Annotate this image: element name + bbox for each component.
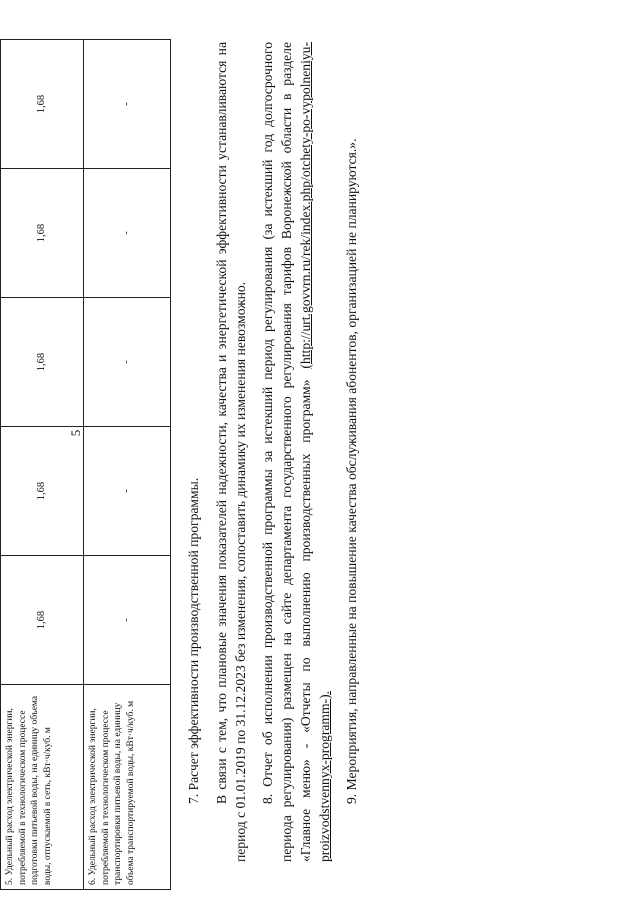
indicators-table bbox=[0, 39, 171, 890]
table-cell: - bbox=[84, 169, 171, 298]
section-7-paragraph: В связи с тем, что плановые значения показателей надежности, качества и энергетической эффективности устанавливаются на период с 01.01.2019 по 31.12.2023 без изменения, сопоставить динамику их изменения невозможно. bbox=[214, 42, 248, 862]
section-7-heading: 7. Расчет эффективности производственной программы. bbox=[186, 477, 201, 804]
table-row bbox=[84, 40, 171, 890]
section-8-paragraph bbox=[258, 42, 334, 862]
table-cell: 1,68 bbox=[1, 169, 84, 298]
table-cell: - bbox=[84, 556, 171, 685]
department-website-link[interactable]: (http://urt.govvrn.ru/rek/index.php/otchety-po-vypolneniyu-proizvodstvennyx-programm-). bbox=[298, 42, 332, 862]
table-cell: 1,68 bbox=[1, 40, 84, 169]
row-label: 6. Удельный расход электрической энергии, потребляемой в технологическом процессе транспортировки питьевой воды, на единицу объема транспортируемой воды, кВт·ч/куб. м bbox=[84, 685, 171, 890]
rotated-page-content bbox=[0, 40, 600, 890]
table-cell: - bbox=[84, 298, 171, 427]
section-9-paragraph: 9. Мероприятия, направленные на повышение качества обслуживания абонентов, организацией не планируются.». bbox=[344, 138, 359, 804]
section-8-text: 8. Отчет об исполнении производственной программы за истекший период регулирования (за истекший год долгосрочного периода регулирования) размещен на сайте департамента государственного регулирования тарифов Воронежской области в разделе «Главное меню» - «Отчеты по выполнению производственных программ» bbox=[260, 42, 313, 862]
table-cell: 1,68 bbox=[1, 556, 84, 685]
table-row bbox=[1, 40, 84, 890]
table-cell: - bbox=[84, 40, 171, 169]
page-number: 5 bbox=[68, 429, 83, 437]
table-cell: - bbox=[84, 427, 171, 556]
row-label: 5. Удельный расход электрической энергии, потребляемой в технологическом процессе подготовки питьевой воды, на единицу объема воды, отпускаемой в сеть, кВт·ч/куб. м bbox=[1, 685, 84, 890]
body-text bbox=[180, 42, 369, 862]
table-cell: 1,68 bbox=[1, 427, 84, 556]
table-cell: 1,68 bbox=[1, 298, 84, 427]
